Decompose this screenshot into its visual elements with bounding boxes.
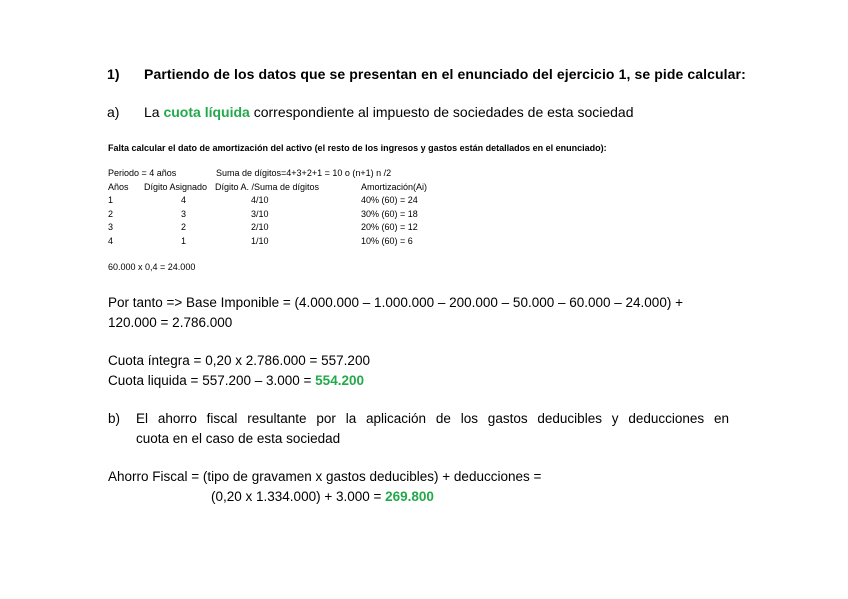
base-imponible-line-2: 120.000 = 2.786.000	[108, 315, 233, 330]
question-a-number: a)	[107, 104, 120, 120]
table-cell: 30% (60) = 18	[361, 208, 418, 219]
base-imponible-line-1: Por tanto => Base Imponible = (4.000.000 – 1.000.000 – 200.000 – 50.000 – 60.000 – 24.000) +	[108, 295, 683, 310]
table-cell: 2	[181, 222, 187, 233]
table-cell: 3	[181, 208, 187, 219]
question-1-text: Partiendo de los datos que se presentan en el enunciado del ejercicio 1, se pide calcular:	[144, 66, 746, 82]
cuota-liquida-line	[108, 373, 364, 388]
question-b-line-2: cuota en el caso de esta sociedad	[136, 431, 341, 446]
periodo-text: Periodo = 4 años	[108, 168, 177, 178]
question-a-heading	[107, 104, 634, 120]
question-a-text-pre: La	[144, 104, 164, 120]
small-calculation: 60.000 x 0,4 = 24.000	[108, 262, 196, 272]
table-header-cell: Dígito Asignado	[144, 181, 208, 192]
table-cell: 3	[108, 222, 114, 233]
table-cell: 4	[108, 235, 114, 246]
table-row	[108, 207, 427, 221]
question-a-text-post: correspondiente al impuesto de sociedades de esta sociedad	[249, 104, 634, 120]
amortization-table	[108, 180, 427, 248]
amortization-note: Falta calcular el dato de amortización del activo (el resto de los ingresos y gastos están detallados en el enunciado):	[108, 143, 607, 153]
question-b-paragraph	[108, 409, 729, 449]
ahorro-fiscal-line-2	[211, 489, 434, 504]
suma-digitos-text: Suma de dígitos=4+3+2+1 = 10 o (n+1) n /2	[216, 168, 392, 178]
table-cell: 4/10	[251, 195, 269, 206]
table-cell: 1/10	[251, 235, 269, 246]
table-cell: 2	[108, 208, 114, 219]
table-row	[108, 234, 427, 248]
question-a-highlight: cuota líquida	[163, 104, 250, 120]
cuota-liquida-value: 554.200	[315, 373, 364, 388]
table-cell: 20% (60) = 12	[361, 222, 418, 233]
question-b-line-1-row	[108, 409, 729, 429]
table-cell: 40% (60) = 24	[361, 195, 418, 206]
ahorro-fiscal-line-1: Ahorro Fiscal = (tipo de gravamen x gastos deducibles) + deducciones =	[108, 469, 542, 484]
cuota-integra-line: Cuota íntegra = 0,20 x 2.786.000 = 557.200	[108, 353, 370, 368]
table-header-row	[108, 180, 427, 194]
table-row	[108, 221, 427, 235]
question-b-line-1: El ahorro fiscal resultante por la aplicación de los gastos deducibles y deducciones en	[136, 411, 729, 426]
table-cell: 10% (60) = 6	[361, 235, 413, 246]
question-1-heading	[107, 66, 746, 82]
table-header-cell: Dígito A. /Suma de dígitos	[215, 181, 320, 192]
table-cell: 1	[108, 195, 114, 206]
ahorro-fiscal-formula: (0,20 x 1.334.000) + 3.000 =	[211, 489, 386, 504]
question-1-number: 1)	[107, 66, 120, 82]
table-cell: 2/10	[251, 222, 269, 233]
table-header-cell: Amortización(Ai)	[361, 181, 428, 192]
table-cell: 3/10	[251, 208, 269, 219]
table-header-cell: Años	[108, 181, 129, 192]
ahorro-fiscal-value: 269.800	[385, 489, 434, 504]
question-b-number: b)	[108, 411, 121, 426]
cuota-liquida-label: Cuota liquida = 557.200 – 3.000 =	[108, 373, 316, 388]
table-cell: 4	[181, 195, 187, 206]
table-cell: 1	[181, 235, 187, 246]
table-row	[108, 194, 427, 208]
